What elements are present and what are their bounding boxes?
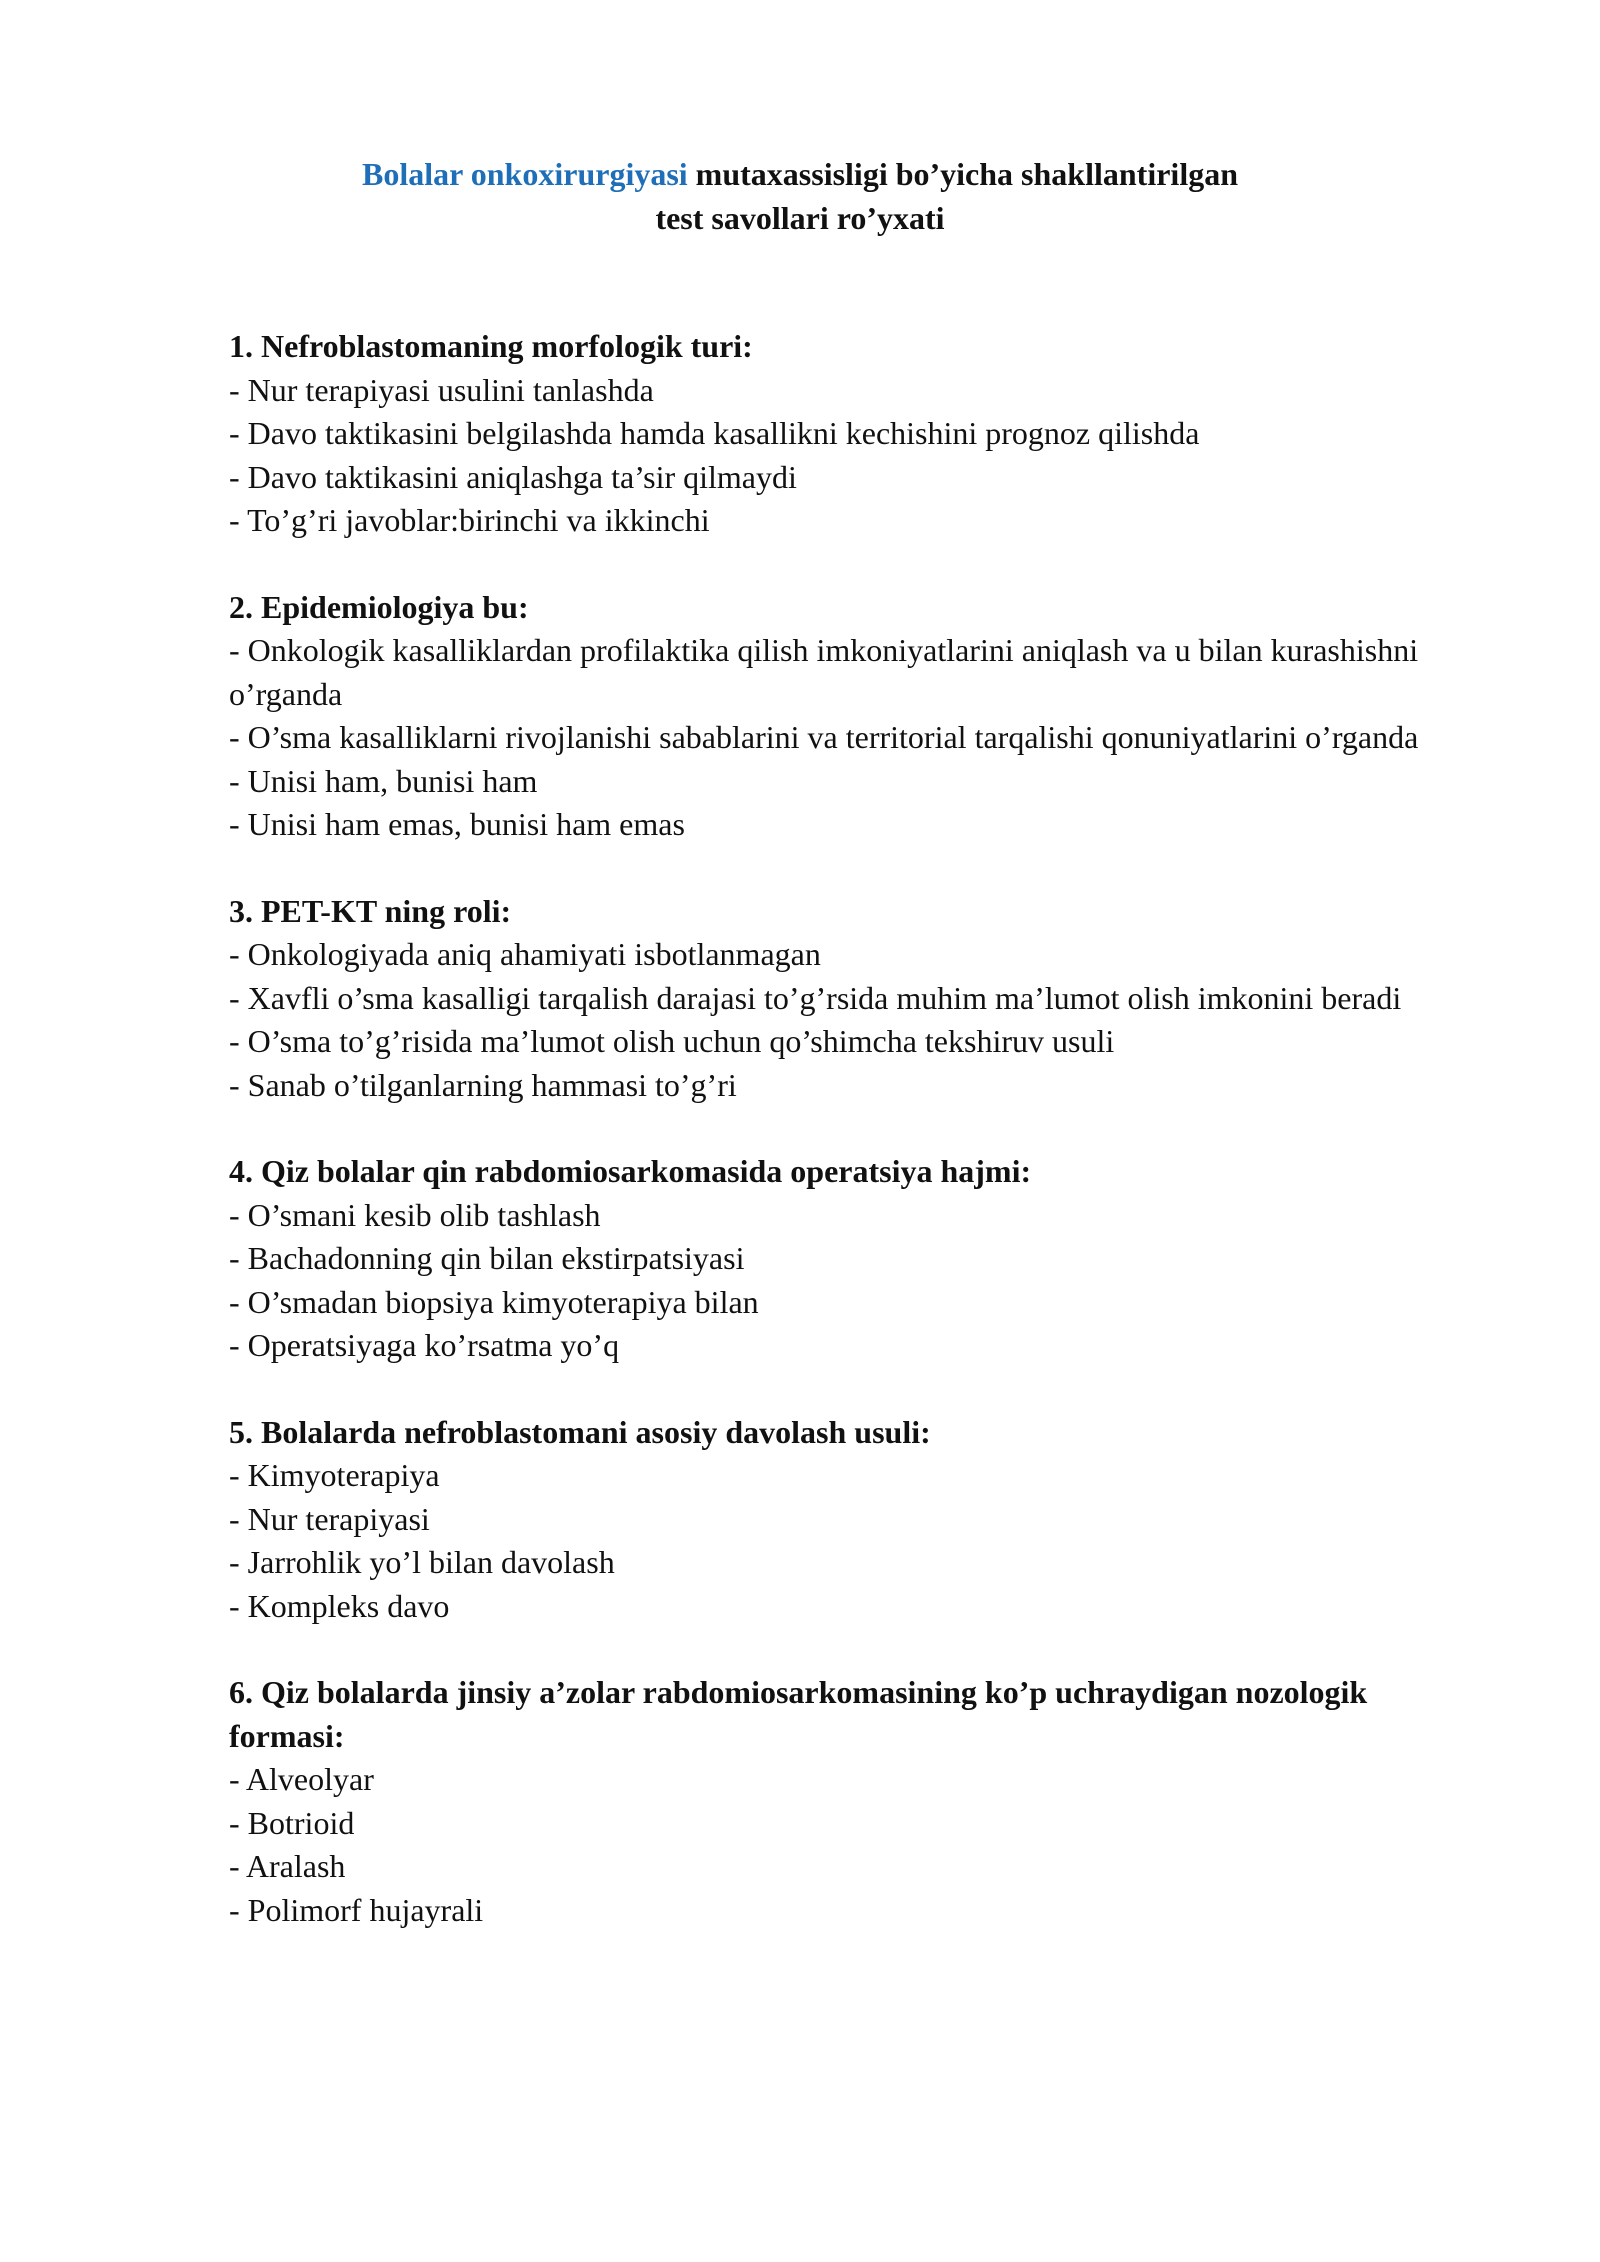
- question-block-3: [229, 890, 1479, 1108]
- document-title: [0, 152, 1600, 240]
- question-block-1: [229, 325, 1479, 543]
- question-block-5: [229, 1411, 1479, 1629]
- answer-option-list: [229, 629, 1479, 847]
- answer-option: - Nur terapiyasi: [229, 1500, 430, 1537]
- question-title: 3. PET-KT ning roli:: [229, 892, 512, 929]
- answer-option: - Unisi ham, bunisi ham: [229, 762, 538, 799]
- answer-option: - Davo taktikasini aniqlashga ta’sir qilmaydi: [229, 458, 797, 495]
- question-title: 1. Nefroblastomaning morfologik turi:: [229, 328, 753, 364]
- question-block-6: [229, 1671, 1479, 1932]
- answer-option: - Operatsiyaga ko’rsatma yo’q: [229, 1327, 620, 1363]
- answer-option: - Polimorf hujayrali: [229, 1891, 484, 1928]
- answer-option-list: [229, 933, 1479, 1107]
- question-title: 5. Bolalarda nefroblastomani asosiy davolash usuli:: [229, 1413, 931, 1450]
- answer-option: - Nur terapiyasi usulini tanlashda: [229, 371, 654, 408]
- answer-option: - Kimyoterapiya: [229, 1457, 440, 1493]
- answer-option: - Aralash: [229, 1848, 346, 1884]
- answer-option: - Xavfli o’sma kasalligi tarqalish darajasi to’g’rsida muhim ma’lumot olish imkonini beradi: [229, 979, 1402, 1016]
- answer-option: - Onkologik kasalliklardan profilaktika qilish imkoniyatlarini aniqlash va u bilan kurashishni o’rganda: [229, 632, 1419, 712]
- question-block-2: [229, 586, 1479, 847]
- answer-option: - Kompleks davo: [229, 1587, 450, 1624]
- answer-option: - O’smadan biopsiya kimyoterapiya bilan: [229, 1283, 759, 1320]
- answer-option: - Bachadonning qin bilan ekstirpatsiyasi: [229, 1240, 745, 1276]
- question-block-4: [229, 1150, 1479, 1368]
- answer-option: - Davo taktikasini belgilashda hamda kasallikni kechishini prognoz qilishda: [229, 415, 1200, 451]
- answer-option-list: [229, 1758, 1479, 1932]
- answer-option-list: [229, 1194, 1479, 1368]
- answer-option: - O’smani kesib olib tashlash: [229, 1196, 601, 1233]
- answer-option: - O’sma to’g’risida ma’lumot olish uchun qo’shimcha tekshiruv usuli: [229, 1023, 1115, 1059]
- answer-option: - Unisi ham emas, bunisi ham emas: [229, 806, 685, 842]
- question-title: 2. Epidemiologiya bu:: [229, 588, 529, 625]
- answer-option: - Jarrohlik yo’l bilan davolash: [229, 1544, 615, 1580]
- answer-option: - Alveolyar: [229, 1761, 374, 1797]
- title-accent: Bolalar onkoxirurgiyasi: [362, 156, 688, 192]
- title-rest: mutaxassisligi bo’yicha shakllantirilgan: [695, 156, 1238, 192]
- answer-option: - Sanab o’tilganlarning hammasi to’g’ri: [229, 1066, 737, 1103]
- question-title: 6. Qiz bolalarda jinsiy a’zolar rabdomiosarkomasining ko’p uchraydigan nozologik formasi:: [229, 1674, 1368, 1754]
- question-list: [229, 325, 1479, 1975]
- answer-option: - To’g’ri javoblar:birinchi va ikkinchi: [229, 502, 710, 538]
- answer-option: - Onkologiyada aniq ahamiyati isbotlanmagan: [229, 936, 821, 972]
- answer-option-list: [229, 1454, 1479, 1628]
- answer-option: - O’sma kasalliklarni rivojlanishi sabablarini va territorial tarqalishi qonuniyatlarini o’rganda: [229, 719, 1419, 755]
- answer-option-list: [229, 369, 1479, 543]
- answer-option: - Botrioid: [229, 1804, 355, 1841]
- question-title: 4. Qiz bolalar qin rabdomiosarkomasida operatsiya hajmi:: [229, 1153, 1032, 1189]
- title-line-1: [0, 152, 1600, 196]
- title-line-2: test savollari ro’yxati: [655, 200, 945, 236]
